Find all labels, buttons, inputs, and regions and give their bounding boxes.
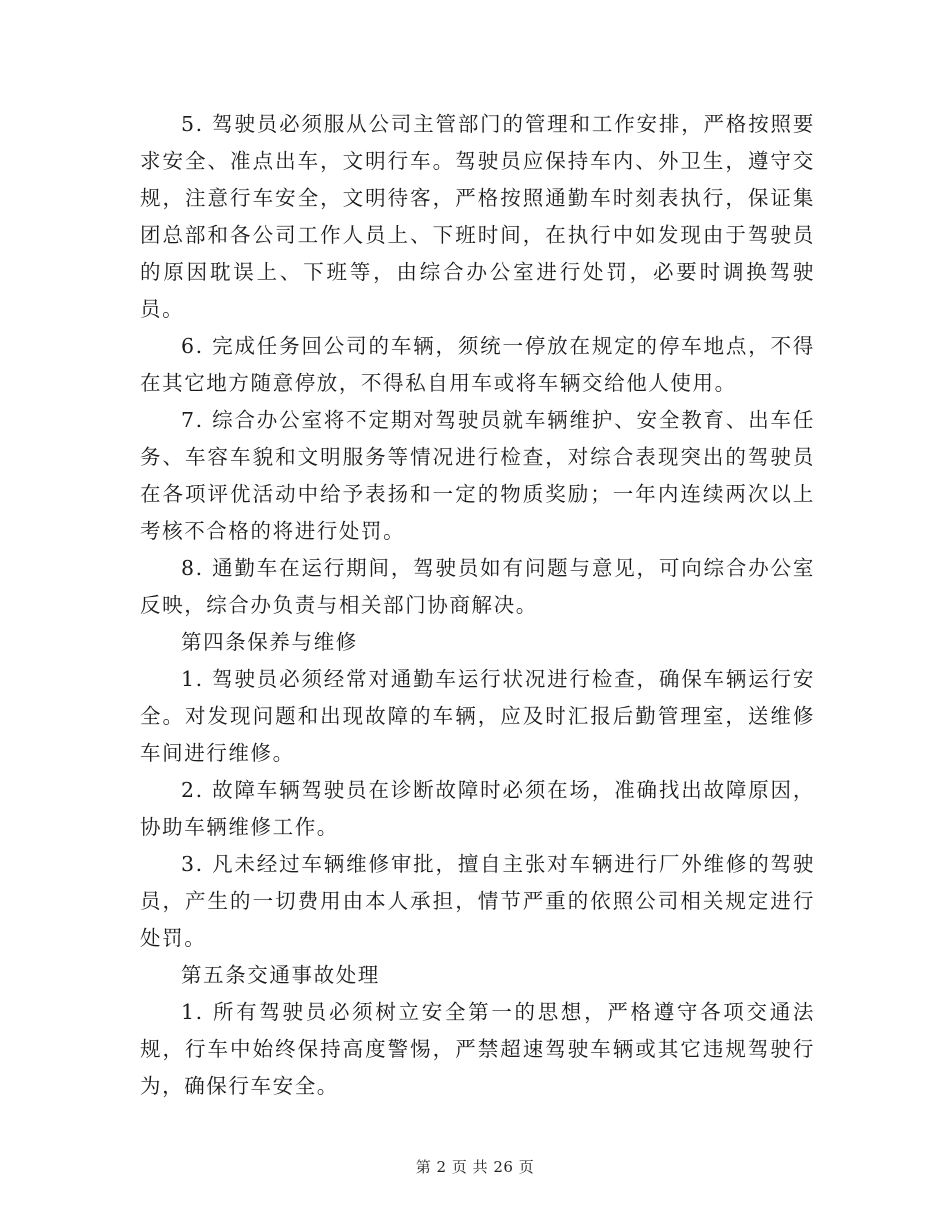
paragraph-item-7: 7. 综合办公室将不定期对驾驶员就车辆维护、安全教育、出车任务、车容车貌和文明服务等情况进行检查，对综合表现突出的驾驶员在各项评优活动中给予表扬和一定的物质奖励；一年内连续两次以上考核不合格的将进行处罚。: [140, 408, 815, 543]
paragraph-accident-1: 1. 所有驾驶员必须树立安全第一的思想，严格遵守各项交通法规，行车中始终保持高度警惕，严禁超速驾驶车辆或其它违规驾驶行为，确保行车安全。: [140, 1000, 815, 1098]
paragraph-maintenance-3: 3. 凡未经过车辆维修审批，擅自主张对车辆进行厂外维修的驾驶员，产生的一切费用由本人承担，情节严重的依照公司相关规定进行处罚。: [140, 852, 815, 950]
paragraph-item-6: 6. 完成任务回公司的车辆，须统一停放在规定的停车地点，不得在其它地方随意停放，不得私自用车或将车辆交给他人使用。: [140, 334, 815, 395]
paragraph-item-5: 5. 驾驶员必须服从公司主管部门的管理和工作安排，严格按照要求安全、准点出车，文明行车。驾驶员应保持车内、外卫生，遵守交规，注意行车安全，文明待客，严格按照通勤车时刻表执行，保证集团总部和各公司工作人员上、下班时间，在执行中如发现由于驾驶员的原因耽误上、下班等，由综合办公室进行处罚，必要时调换驾驶员。: [140, 112, 815, 321]
document-body: [140, 106, 815, 1105]
section-heading-article-4: 第四条保养与维修: [181, 630, 358, 654]
paragraph-item-8: 8. 通勤车在运行期间，驾驶员如有问题与意见，可向综合办公室反映，综合办负责与相关部门协商解决。: [140, 556, 815, 617]
page-number-footer: 第 2 页 共 26 页: [415, 1158, 535, 1176]
section-heading-article-5: 第五条交通事故处理: [181, 963, 380, 987]
paragraph-maintenance-2: 2. 故障车辆驾驶员在诊断故障时必须在场，准确找出故障原因，协助车辆维修工作。: [140, 778, 815, 839]
paragraph-maintenance-1: 1. 驾驶员必须经常对通勤车运行状况进行检查，确保车辆运行安全。对发现问题和出现故障的车辆，应及时汇报后勤管理室，送维修车间进行维修。: [140, 667, 815, 765]
